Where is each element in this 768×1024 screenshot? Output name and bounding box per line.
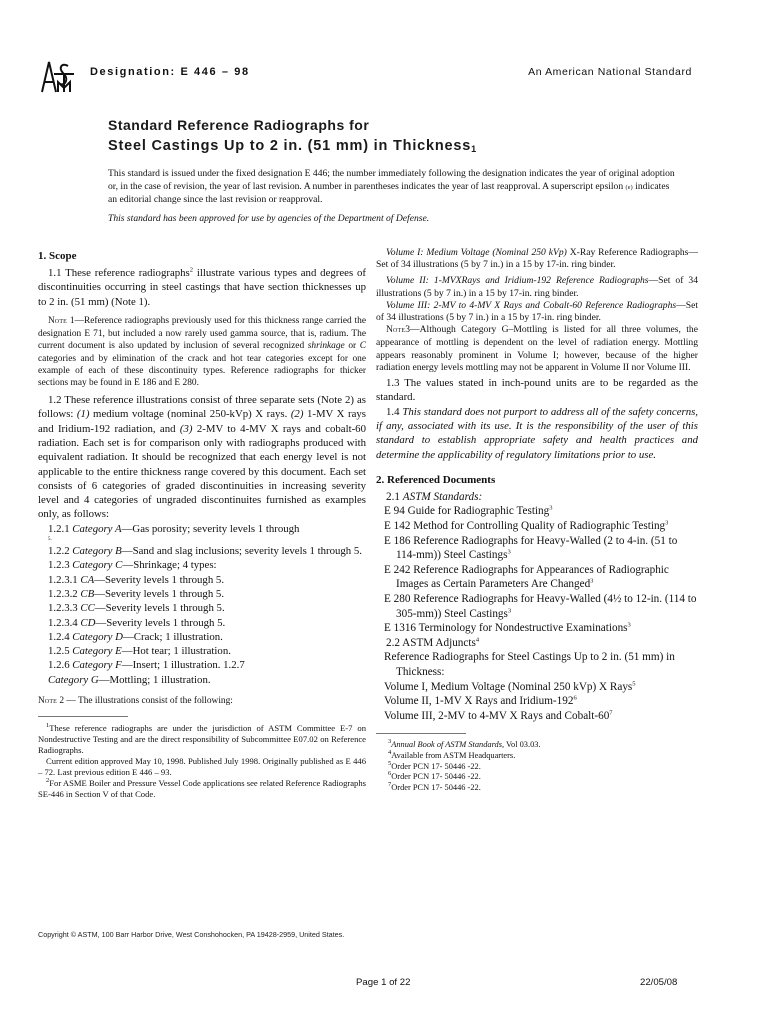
ref-2-1-num: 2.1: [386, 490, 403, 503]
footnote-7-text: Order PCN 17- 50446 -22.: [391, 782, 481, 792]
item-1-2-3-2: [38, 587, 366, 601]
adjunct-vol-2-mark: 6: [573, 694, 577, 702]
note-1: [38, 315, 366, 389]
item-1-2-3-3: [38, 601, 366, 615]
item-1-2-3-num: 1.2.3: [48, 559, 73, 572]
note-1-shrinkage: shrinkage: [307, 341, 345, 352]
item-1-2-1-tail: 5.: [48, 537, 52, 543]
footnote-2-mark: 2: [46, 777, 50, 785]
ref-e94-mark: 3: [549, 504, 553, 512]
footnote-divider-right: [376, 733, 466, 734]
defense-approval-note: This standard has been approved for use by agencies of the Department of Defense.: [108, 213, 430, 224]
item-1-2-3-text: —Shrinkage; 4 types:: [122, 559, 217, 572]
note-2-text: 2 — The illustrations consist of the following:: [57, 696, 233, 707]
item-1-2-4-num: 1.2.4: [48, 630, 73, 643]
adjunct-vol-1: [376, 680, 698, 695]
footnote-4: [376, 751, 698, 762]
item-1-2-3-4: [38, 616, 366, 630]
item-1-2-6-cat: Category F: [72, 659, 122, 672]
item-1-2-3-1: [38, 573, 366, 587]
item-1-2-6: [38, 658, 366, 672]
para-1-2-i1: (1): [76, 408, 90, 421]
note-2: [38, 695, 366, 708]
para-1-2-i3: (3): [179, 422, 193, 435]
ref-e94-text: E 94 Guide for Radiographic Testing: [384, 505, 550, 518]
section-1-heading: 1. Scope: [38, 250, 77, 262]
note-3-text: 3—Although Category G–Mottling is listed for all three volumes, the appearance of mottling is dependent on the level of radiation energy. Mottling appears reasonably prominent in Volume I; however, because of the higher radiation energy levels mottling may not be apparent in Volume II nor Volume III.: [376, 324, 698, 373]
adjunct-vol-1-text: Volume I, Medium Voltage (Nominal 250 kVp) X Rays: [384, 680, 633, 693]
ref-e142-mark: 3: [665, 519, 669, 527]
volume-1-desc: [376, 247, 698, 271]
footnote-7-mark: 7: [388, 780, 392, 788]
note-1-ote: OTE: [54, 318, 68, 325]
astm-logo-icon: [38, 56, 78, 96]
copyright-notice: Copyright © ASTM, 100 Barr Harbor Drive, West Conshohocken, PA 19428-2959, United States.: [38, 930, 345, 939]
ref-2-2-mark: 4: [475, 636, 480, 644]
ref-2-2: [376, 636, 698, 651]
footnote-3: [376, 740, 698, 751]
volume-3-title: Volume III: 2-MV to 4-MV X Rays and Cobalt-60 Reference Radiographs: [386, 299, 677, 311]
section-2-heading: 2. Referenced Documents: [376, 473, 496, 486]
footnote-1: [38, 723, 366, 756]
adjunct-vol-3-text: Volume III, 2-MV to 4-MV X Rays and Cobalt-60: [384, 709, 610, 722]
item-1-2-6-num: 1.2.6: [48, 659, 73, 672]
item-1-2-6-text: —Insert; 1 illustration. 1.2.7: [121, 659, 245, 672]
footnote-4-mark: 4: [388, 749, 392, 757]
item-1-2-3-1-text: —Severity levels 1 through 5.: [94, 573, 225, 586]
item-1-2-3-2-cat: CB: [80, 587, 95, 600]
volume-3-desc: [376, 300, 698, 324]
ref-e1316-mark: 3: [627, 621, 631, 629]
ref-e280: [376, 592, 698, 621]
footnote-6: [376, 772, 698, 783]
para-1-2-c: 1-MV X rays and Iridium-192 radiation, and: [38, 408, 366, 435]
item-1-2-3-3-num: 1.2.3.3: [48, 602, 81, 615]
footnote-3-title: Annual Book of ASTM Standards,: [391, 740, 505, 750]
volume-2-title: Volume II: 1-MVXRays and Iridium-192 Reference Radiographs: [386, 275, 649, 287]
item-1-2-2: [38, 544, 366, 558]
footnote-2-text: For ASME Boiler and Pressure Vessel Code applications see related Reference Radiographs SE-446 in Section V of that Code.: [38, 778, 366, 800]
ref-e142-text: E 142 Method for Controlling Quality of Radiographic Testing: [384, 520, 666, 532]
item-1-2-7-cat: Category G: [48, 673, 99, 686]
item-1-2-3: [38, 558, 366, 572]
footnote-ref-2: 2: [189, 266, 193, 274]
left-column: [38, 250, 366, 800]
ref-2-1-text: ASTM Standards:: [402, 490, 483, 503]
footnote-2: [38, 778, 366, 800]
footnote-3-text: Vol 03.03.: [504, 740, 541, 750]
para-1-4: [376, 405, 698, 462]
ref-2-2-text: 2.2 ASTM Adjuncts: [386, 636, 476, 649]
item-1-2-1-num: 1.2.1: [48, 522, 73, 535]
item-1-2-5-text: —Hot tear; 1 illustration.: [121, 645, 231, 658]
footnote-6-text: Order PCN 17- 50446 -22.: [391, 772, 481, 782]
item-1-2-5-cat: Category E: [72, 645, 122, 658]
item-1-2-5: [38, 644, 366, 658]
intro-text-a: This standard is issued under the fixed designation E 446; the number immediately following the designation indicates the year of original adoption or, in the case of revision, the year of last revision. A number in parentheses indicates the year of last reapproval. A superscript epsilon: [108, 168, 675, 192]
item-1-2-3-1-num: 1.2.3.1: [48, 573, 81, 586]
page-number: Page 1 of 22: [356, 977, 411, 988]
item-1-2-3-3-text: —Severity levels 1 through 5.: [94, 602, 225, 615]
ref-e186: [376, 534, 698, 563]
note-1-text: 1—Reference radiographs previously used for this thickness range carried the designation E 71, but included a now rarely used gamma source, that is, radium. The current document is also updated by inclusion of several recognized: [38, 315, 367, 352]
para-1-3: 1.3 The values stated in inch-pound units are to be regarded as the standard.: [376, 377, 698, 404]
footnote-1-text: These reference radiographs are under the jurisdiction of ASTM Committee E-7 on Nondestructive Testing and are the direct responsibility of Subcommittee E07.02 on Reference Radiographs.: [38, 723, 366, 756]
item-1-2-3-1-cat: CA: [80, 573, 95, 586]
note-1-rest: categories and by elimination of the crack and hot tear categories except for one example of each of these discontinuity types. Reference radiographs for thicker sections may be found in E 186 and E 280.: [38, 353, 366, 388]
footnote-divider: [38, 716, 128, 717]
footnote-7: [376, 780, 698, 794]
footnote-5-text: Order PCN 17- 50446 -22.: [391, 761, 481, 771]
designation: Designation: E 446 – 98: [90, 66, 250, 78]
para-1-4-num: 1.4: [386, 405, 403, 418]
note-1-or: or: [344, 341, 360, 352]
item-1-2-3-4-num: 1.2.3.4: [48, 616, 81, 629]
ref-e186-mark: 3: [507, 548, 511, 556]
print-date: 22/05/08: [640, 977, 678, 988]
ref-e242-mark: 3: [590, 577, 594, 585]
para-1-2: [38, 393, 366, 522]
item-1-2-4: [38, 630, 366, 644]
note-3-n: N: [386, 324, 393, 336]
volume-1-title: Volume I: Medium Voltage (Nominal 250 kVp): [386, 247, 567, 258]
ref-e1316: [376, 621, 698, 636]
ref-e186-text: E 186 Reference Radiographs for Heavy-Walled (2 to 4-in. (51 to 114-mm)) Steel Castings: [384, 534, 678, 562]
adjunct-vol-1-mark: 5: [632, 679, 636, 687]
para-1-4-text: This standard does not purport to address all of the safety concerns, if any, associated with its use. It is the responsibility of the user of this standard to establish appropriate safety and health practices and determine the applicability of regulatory limitations prior to use.: [376, 405, 698, 461]
adjunct-title: Reference Radiographs for Steel Castings Up to 2 in. (51 mm) in Thickness:: [384, 651, 675, 678]
item-1-2-1: [38, 522, 366, 544]
ref-e142: [376, 519, 698, 534]
title-line-1: Standard Reference Radiographs for: [108, 117, 370, 133]
item-1-2-1-cat: Category A: [72, 522, 122, 535]
volume-2-text: —Set of 34 illustrations (5 by 7 in.) in a 15 by 17-in. ring binder.: [376, 275, 698, 299]
item-1-2-3-4-cat: CD: [80, 616, 96, 629]
item-1-2-2-text: —Sand and slag inclusions; severity levels 1 through 5.: [121, 545, 362, 558]
item-1-2-4-text: —Crack; 1 illustration.: [122, 630, 223, 643]
issuance-statement: [108, 168, 678, 207]
adjunct-vol-3-mark: 7: [609, 708, 613, 716]
item-1-2-2-cat: Category B: [72, 545, 122, 558]
item-1-2-4-cat: Category D: [72, 630, 123, 643]
para-1-1-a: 1.1 These reference radiographs: [48, 267, 190, 279]
adjunct-vol-2-text: Volume II, 1-MV X Rays and Iridium-192: [384, 695, 574, 708]
item-1-2-3-2-num: 1.2.3.2: [48, 587, 81, 600]
para-1-2-b: medium voltage (nominal 250-kVp) X rays.: [89, 408, 291, 421]
item-1-2-3-3-cat: CC: [80, 602, 95, 615]
volume-2-desc: [376, 275, 698, 299]
note-1-c: C: [359, 341, 366, 352]
para-1-2-a: 1.2 These reference illustrations consist of three separate sets (Note 2) as follows:: [38, 394, 366, 421]
ref-e1316-text: E 1316 Terminology for Nondestructive Examinations: [384, 622, 628, 635]
footnote-1b: Current edition approved May 10, 1998. Published July 1998. Originally published as E 446 – 72. Last previous edition E 446 – 93.: [38, 756, 366, 778]
item-1-2-1-text: —Gas porosity; severity levels 1 through: [121, 522, 300, 535]
footnote-5-mark: 5: [388, 759, 392, 767]
title-footnote-mark: 1: [471, 144, 477, 154]
footnote-1-mark: 1: [46, 722, 50, 730]
item-1-2-5-num: 1.2.5: [48, 645, 73, 658]
document-title: [108, 115, 668, 158]
volume-1-text: X-Ray Reference Radiographs—Set of 34 illustrations (5 by 7 in.) in a 15 by 17-in. ring binder.: [376, 247, 698, 271]
national-standard-label: An American National Standard: [528, 66, 692, 78]
title-line-2-text: Steel Castings Up to 2 in. (51 mm) in Thickness: [108, 138, 472, 154]
ref-e280-text: E 280 Reference Radiographs for Heavy-Walled (4½ to 12-in. (114 to 305-mm)) Steel Castings: [384, 592, 697, 620]
ref-2-1: [376, 490, 698, 505]
adjunct-vol-3: [376, 709, 698, 724]
note-3-ote: OTE: [392, 328, 406, 335]
ref-e94: [376, 504, 698, 519]
para-1-1: [38, 266, 366, 309]
item-1-2-3-cat: Category C: [72, 559, 123, 572]
ref-e242: [376, 563, 698, 592]
intro-text-b: indicates an editorial change since the last revision or reapproval.: [108, 180, 670, 206]
para-1-2-d: 2-MV to 4-MV X rays and cobalt-60 radiation. Each set is for comparison only with radiographs produced with equivalent radiation. It should be recognized that each energy level is not applicable to the entire thickness range covered by this document. Each set consists of 6 categories of graded discontinuities in increasing severity level and 4 categories of ungraded discontinuites furnished as examples only, as follows:: [38, 422, 366, 521]
right-column: [376, 247, 698, 793]
footnote-4-text: Available from ASTM Headquarters.: [391, 750, 516, 760]
ref-e242-text: E 242 Reference Radiographs for Appearances of Radiographic Images as Certain Parameters Are Changed: [384, 563, 669, 591]
para-1-2-i2: (2): [290, 408, 304, 421]
adjunct-vol-2: [376, 694, 698, 709]
item-1-2-3-4-text: —Severity levels 1 through 5.: [95, 616, 226, 629]
footnote-3-mark: 3: [388, 738, 392, 746]
epsilon-mark: (e): [625, 184, 633, 191]
note-1-n: N: [48, 315, 55, 326]
note-2-ote: OTE: [44, 699, 58, 706]
note-2-n: N: [38, 696, 45, 707]
item-1-2-2-num: 1.2.2: [48, 545, 73, 558]
note-3: [376, 324, 698, 374]
item-1-2-3-2-text: —Severity levels 1 through 5.: [94, 587, 225, 600]
footnote-5: [376, 759, 698, 773]
title-line-2: [108, 135, 668, 158]
para-1-1-b: illustrate various types and degrees of discontinuities occurring in steel castings that have section thicknesses up to 2 in. (51 mm) (Note 1).: [38, 267, 366, 308]
item-1-2-7: [38, 673, 366, 687]
ref-e280-mark: 3: [507, 606, 512, 614]
footnote-6-mark: 6: [388, 770, 392, 778]
volume-3-text: —Set of 34 illustrations (5 by 7 in.) in a 15 by 17-in. ring binder.: [376, 299, 698, 324]
item-1-2-7-text: —Mottling; 1 illustration.: [98, 673, 211, 686]
